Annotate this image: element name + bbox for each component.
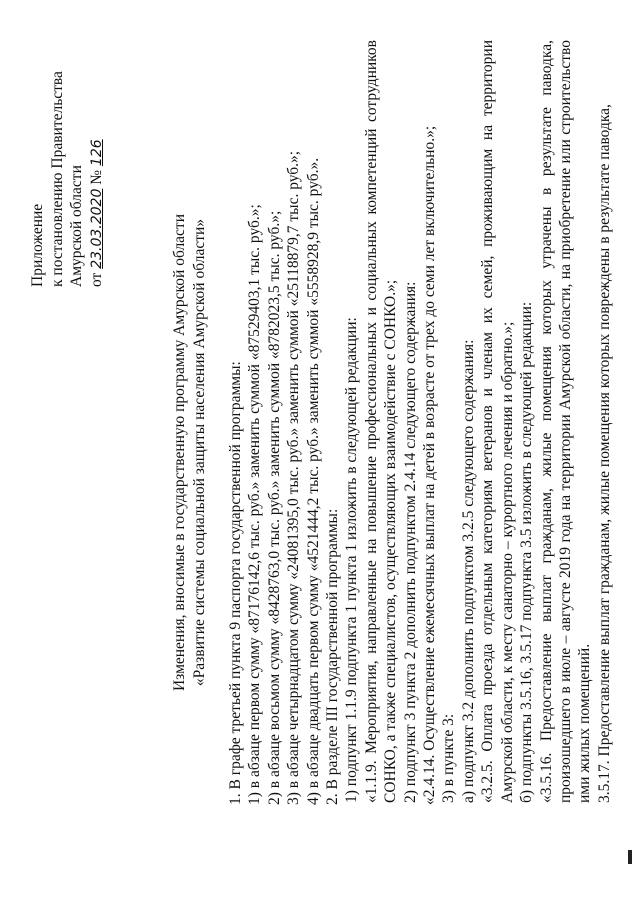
paragraph: 2) подпункт 3 пункта 2 дополнить подпунктом 2.4.14 следующего содержания: [401, 281, 419, 803]
paragraph: 1. В графе третьей пункта 9 паспорта государственной программы: [227, 361, 244, 805]
paragraph: «3.5.16. Предоставление выплат гражданам, жилые помещения которых утрачены в результате паводка, произошедшего в июле – августе 2019 года на территории Амурской области, на приобретение или строительство ими жилых помещений. [537, 40, 594, 803]
paragraph: 3.5.17. Предоставление выплат гражданам, жилые помещения которых повреждены в результате паводка, [595, 104, 613, 803]
paragraph: б) подпункты 3.5.16, 3.5.17 подпункта 3.5 изложить в следующей редакции: [518, 301, 536, 803]
appendix-date-line [87, 17, 108, 287]
appendix-number: 126 [88, 139, 105, 167]
paragraph: «3.2.5. Оплата проезда отдельным категориям ветеранов и членам их семей, проживающим на территории Амурской области, к месту санаторно – курортного лечения и обратно.»; [479, 40, 516, 803]
paragraph: 2. В разделе III государственной программы: [324, 508, 342, 805]
appendix-title: Приложение [29, 203, 46, 287]
paragraph: «2.4.14. Осуществление ежемесячных выплат на детей в возрасте от трех до семи лет включительно.»; [421, 125, 439, 805]
paragraph: 1) подпункт 1.1.9 подпункта 1 пункта 1 изложить в следующей редакции: [343, 317, 361, 803]
appendix-number-sign: № [87, 169, 105, 185]
title-line-1: Изменения, вносимые в государственную программу Амурской области [171, 213, 188, 692]
paragraph: «1.1.9. Мероприятия, направленные на повышение профессиональных и социальных компетенций сотрудников СОНКО, а также специалистов, осуществляющих взаимодействие с СОНКО.»; [362, 40, 400, 803]
appendix-date: 23.03.2020 [88, 188, 105, 269]
appendix-resolution: к постановлению Правительства [48, 71, 66, 287]
appendix-block [28, 17, 107, 287]
paragraph: 1) в абзаце первом сумму «87176142,6 тыс. руб.» заменить суммой «87529403,1 тыс. руб.»; [246, 204, 264, 805]
paragraph: 2) в абзаце восьмом сумму «8428763,0 тыс. руб.» заменить суммой «8782023,5 тыс. руб.»; [265, 210, 283, 805]
document-body [226, 40, 614, 825]
document-title [170, 0, 209, 905]
appendix-from: от [87, 272, 105, 287]
paragraph: 3) в абзаце четырнадцатом сумму «24081395,0 тыс. руб.» заменить суммой «25118879,7 тыс. руб.»; [285, 150, 303, 805]
appendix-region: Амурской области [68, 165, 85, 287]
title-line-2: «Развитие системы социальной защиты населения Амурской области» [190, 218, 208, 687]
paragraph: 3) в пункте 3: [440, 713, 458, 803]
paragraph: 4) в абзаце двадцать первом сумму «4521444,2 тыс. руб.» заменить суммой «5558928,9 тыс. руб.». [304, 157, 322, 805]
paragraph: а) подпункт 3.2 дополнить подпунктом 3.2.5 следующего содержания: [459, 339, 477, 803]
scan-edge-mark [628, 850, 632, 864]
